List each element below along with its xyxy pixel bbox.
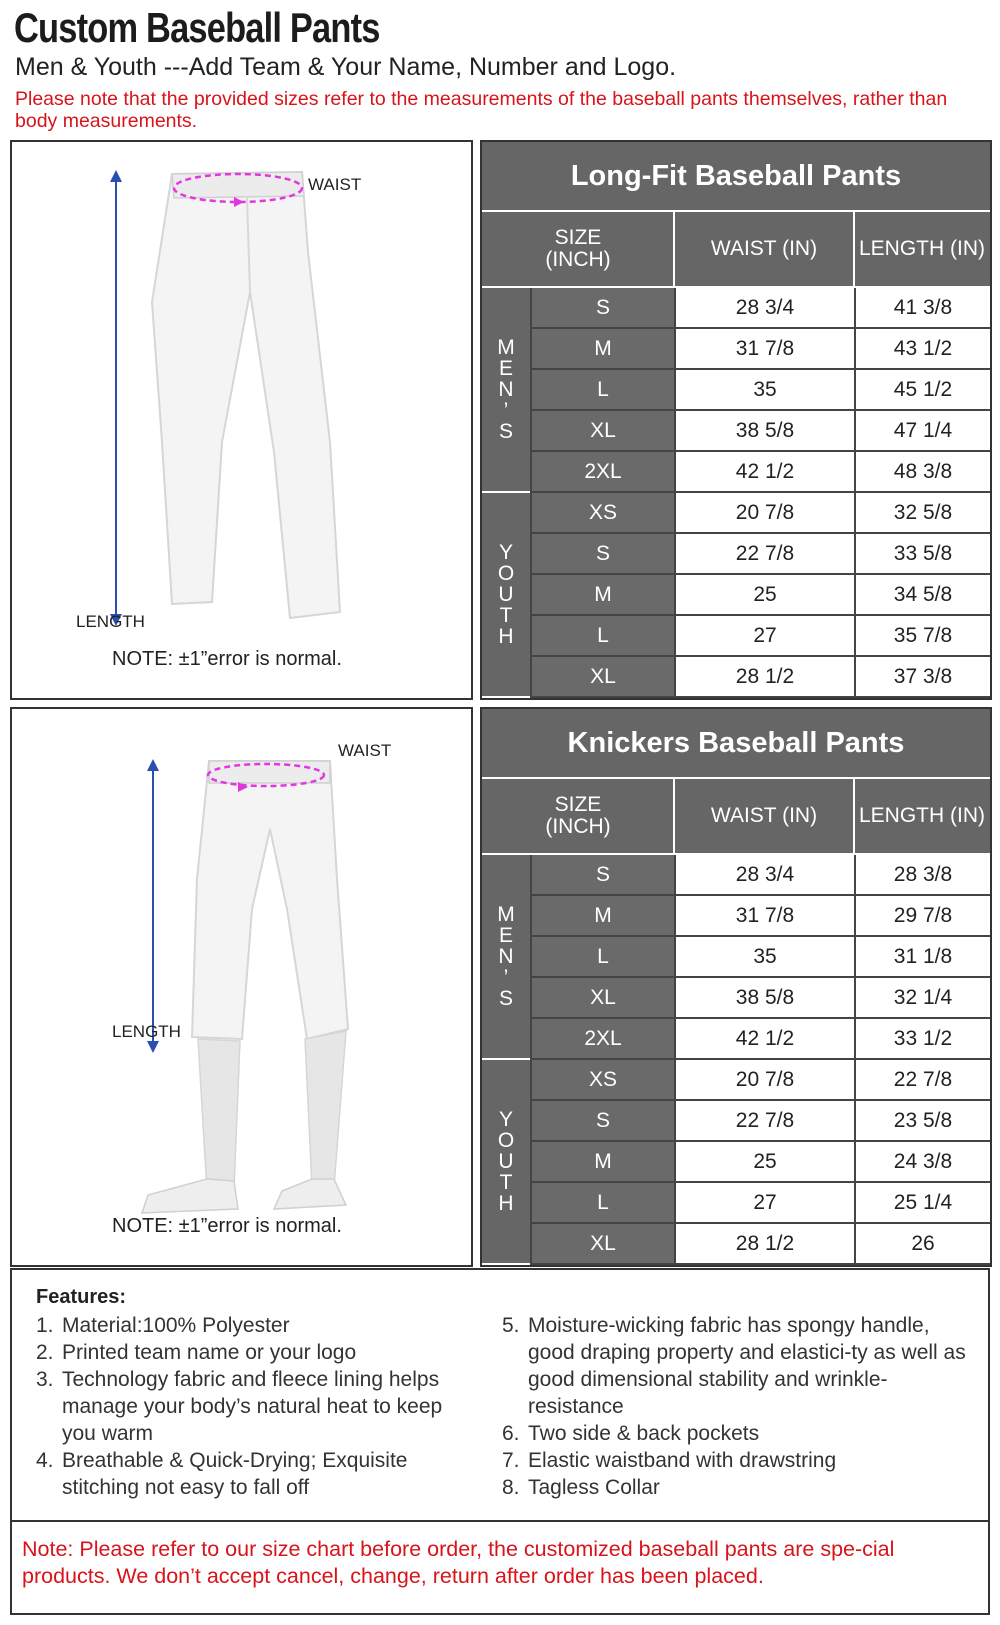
table-row [530,1060,990,1101]
size-cell: L [530,616,674,655]
group-label-letter: ’ [503,966,509,989]
waist-cell: 25 [674,575,854,614]
length-cell: 24 3/8 [854,1142,990,1181]
table-row [530,1142,990,1183]
column-divider [673,777,675,855]
waist-cell: 20 7/8 [674,493,854,532]
group-label-letter: T [499,1171,513,1194]
table-row [530,452,990,493]
feature-text: Moisture-wicking fabric has spongy handle, good draping property and elastici-ty as well as good dimensional stability and wrinkle-resistance [528,1314,966,1418]
feature-item [502,1312,967,1420]
table-row [530,855,990,896]
length-cell: 25 1/4 [854,1183,990,1222]
group-label-letter: S [498,987,513,1010]
length-cell: 43 1/2 [854,329,990,368]
size-cell: XL [530,411,674,450]
group-label-letter: E [498,357,513,380]
feature-item [36,1312,476,1339]
table-row [530,493,990,534]
feature-text: Technology fabric and fleece lining helps manage your body’s natural heat to keep you warm [62,1368,443,1445]
feature-text: Tagless Collar [528,1476,660,1499]
column-divider [673,210,675,288]
length-label: LENGTH [112,1022,181,1041]
table-row [530,616,990,657]
mens-group-label [482,855,530,1060]
table-row [530,1183,990,1224]
size-cell: M [530,575,674,614]
page-title: Custom Baseball Pants [14,4,380,51]
features-title: Features: [36,1286,127,1308]
knickers-illustration [12,709,471,1265]
size-cell: M [530,896,674,935]
column-header-length: LENGTH (IN) [859,804,985,827]
length-cell: 23 5/8 [854,1101,990,1140]
length-cell: 32 1/4 [854,978,990,1017]
feature-item [502,1474,967,1501]
group-label-letter: U [498,583,514,606]
size-cell: XL [530,1224,674,1263]
waist-cell: 38 5/8 [674,411,854,450]
size-cell: L [530,937,674,976]
feature-item [36,1366,476,1447]
feature-number: 8. [502,1476,520,1499]
feature-text: Breathable & Quick-Drying; Exquisite stitching not easy to fall off [62,1449,408,1499]
waist-cell: 22 7/8 [674,1101,854,1140]
table-row [530,329,990,370]
waist-cell: 42 1/2 [674,452,854,491]
feature-number: 1. [36,1314,54,1337]
waist-cell: 22 7/8 [674,534,854,573]
waist-cell: 31 7/8 [674,329,854,368]
feature-text: Material:100% Polyester [62,1314,290,1337]
waist-cell: 35 [674,937,854,976]
length-cell: 47 1/4 [854,411,990,450]
feature-number: 2. [36,1341,54,1364]
feature-item [36,1447,476,1501]
return-policy-note: Note: Please refer to our size chart before order, the customized baseball pants are spe-cial products. We don’t accept cancel, change, return after order has been placed. [10,1522,990,1615]
feature-text: Printed team name or your logo [62,1341,357,1364]
error-note: NOTE: ±1”error is normal. [112,1215,342,1237]
length-cell: 26 [854,1224,990,1263]
feature-number: 5. [502,1314,520,1337]
feature-text: Elastic waistband with drawstring [528,1449,837,1472]
group-label-letter: N [498,945,514,968]
feature-item [502,1447,967,1474]
feature-number: 6. [502,1422,520,1445]
youth-group-label [482,1060,530,1265]
group-label-letter: H [498,1192,514,1215]
waist-cell: 27 [674,616,854,655]
size-cell: 2XL [530,452,674,491]
features-left-column [36,1312,476,1501]
table-row [530,1224,990,1265]
feature-item [502,1420,967,1447]
table-row [530,937,990,978]
size-cell: S [530,855,674,894]
long-fit-size-table [480,140,992,700]
length-cell: 28 3/8 [854,855,990,894]
features-box [10,1268,990,1522]
table-row [530,1019,990,1060]
length-label: LENGTH [76,612,145,631]
column-header-waist: WAIST (IN) [710,237,818,260]
length-cell: 29 7/8 [854,896,990,935]
waist-cell: 20 7/8 [674,1060,854,1099]
group-label-letter: O [497,562,515,585]
size-cell: M [530,329,674,368]
group-label-letter: E [498,924,513,947]
group-label-letter: N [498,378,514,401]
length-cell: 48 3/8 [854,452,990,491]
group-label-letter: O [497,1129,515,1152]
group-label-letter: Y [498,1108,513,1131]
table-row [530,1101,990,1142]
feature-number: 7. [502,1449,520,1472]
feature-number: 3. [36,1368,54,1391]
column-header-length: LENGTH (IN) [859,237,985,260]
table-title: Long-Fit Baseball Pants [482,142,990,212]
size-cell: XL [530,657,674,696]
column-header-waist: WAIST (IN) [710,804,818,827]
waist-cell: 27 [674,1183,854,1222]
long-pants-illustration-panel [10,140,473,700]
column-header-size: SIZE (INCH) [545,793,611,838]
page-subtitle: Men & Youth ---Add Team & Your Name, Number and Logo. [15,53,677,81]
size-cell: XL [530,978,674,1017]
error-note: NOTE: ±1”error is normal. [112,648,342,670]
size-cell: XS [530,1060,674,1099]
length-cell: 41 3/8 [854,288,990,327]
waist-cell: 31 7/8 [674,896,854,935]
mens-group-label [482,288,530,493]
group-label-letter: T [499,604,513,627]
features-right-column [502,1312,967,1501]
length-cell: 22 7/8 [854,1060,990,1099]
size-cell: L [530,370,674,409]
table-row [530,411,990,452]
group-label-letter: H [498,625,514,648]
table-title: Knickers Baseball Pants [482,709,990,779]
length-cell: 34 5/8 [854,575,990,614]
feature-item [36,1339,476,1366]
size-cell: S [530,1101,674,1140]
feature-number: 4. [36,1449,54,1472]
waist-cell: 28 1/2 [674,1224,854,1263]
length-cell: 33 1/2 [854,1019,990,1058]
measurement-warning: Please note that the provided sizes refer to the measurements of the baseball pants themselves, rather than body measurements. [15,88,948,132]
size-cell: S [530,288,674,327]
group-label-letter: M [497,903,515,926]
youth-group-label [482,493,530,698]
table-row [530,370,990,411]
feature-text: Two side & back pockets [528,1422,760,1445]
size-cell: M [530,1142,674,1181]
waist-label: WAIST [308,175,362,194]
column-divider [853,777,855,855]
size-cell: L [530,1183,674,1222]
knickers-size-table [480,707,992,1267]
table-row [530,288,990,329]
table-row [530,657,990,698]
length-cell: 35 7/8 [854,616,990,655]
length-cell: 32 5/8 [854,493,990,532]
group-label-letter: S [498,420,513,443]
waist-cell: 25 [674,1142,854,1181]
waist-cell: 42 1/2 [674,1019,854,1058]
length-cell: 31 1/8 [854,937,990,976]
column-header-size: SIZE (INCH) [545,226,611,271]
group-label-letter: ’ [503,399,509,422]
length-cell: 37 3/8 [854,657,990,696]
waist-cell: 28 3/4 [674,855,854,894]
group-label-letter: Y [498,541,513,564]
table-row [530,575,990,616]
group-label-letter: U [498,1150,514,1173]
length-cell: 33 5/8 [854,534,990,573]
table-row [530,896,990,937]
length-cell: 45 1/2 [854,370,990,409]
waist-cell: 38 5/8 [674,978,854,1017]
size-cell: 2XL [530,1019,674,1058]
column-divider [853,210,855,288]
table-row [530,978,990,1019]
waist-cell: 28 3/4 [674,288,854,327]
group-label-letter: M [497,336,515,359]
waist-label: WAIST [338,741,392,760]
knickers-illustration-panel [10,707,473,1267]
table-row [530,534,990,575]
size-cell: S [530,534,674,573]
waist-cell: 28 1/2 [674,657,854,696]
size-cell: XS [530,493,674,532]
waist-cell: 35 [674,370,854,409]
